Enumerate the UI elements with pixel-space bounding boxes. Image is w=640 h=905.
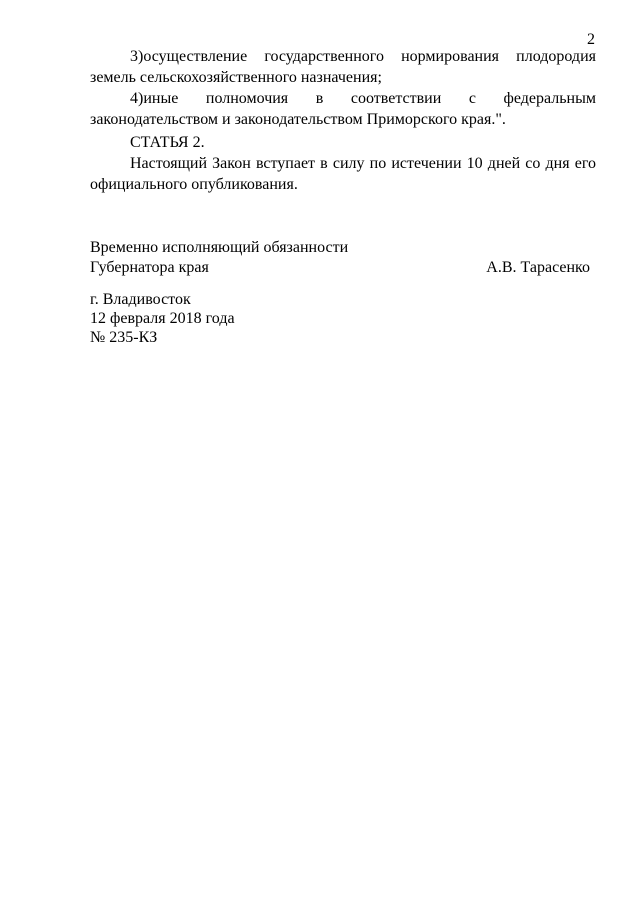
article-2-heading: СТАТЬЯ 2.	[130, 134, 205, 151]
place-date-number-block	[90, 290, 235, 347]
item-3-paragraph: 3)осуществление государственного нормирования плодородия земель сельскохозяйственного назначения;	[90, 48, 596, 86]
signature-block	[90, 238, 590, 278]
signer-name: А.В. Тарасенко	[486, 259, 590, 276]
city-line: г. Владивосток	[90, 291, 191, 308]
law-number-line: № 235-КЗ	[90, 329, 158, 346]
item-4-paragraph: 4)иные полномочия в соответствии с федеральным законодательством и законодательством Приморского края.".	[90, 90, 596, 128]
signer-position-line-2: Губернатора края	[90, 259, 209, 276]
article-1-continuation	[90, 46, 596, 130]
signer-position-line-1: Временно исполняющий обязанности	[90, 239, 349, 256]
article-2-text: Настоящий Закон вступает в силу по истечении 10 дней со дня его официального опубликования.	[90, 155, 596, 193]
article-2	[90, 132, 596, 195]
signer-row	[90, 258, 590, 278]
page-number: 2	[587, 31, 595, 48]
date-line: 12 февраля 2018 года	[90, 310, 235, 327]
